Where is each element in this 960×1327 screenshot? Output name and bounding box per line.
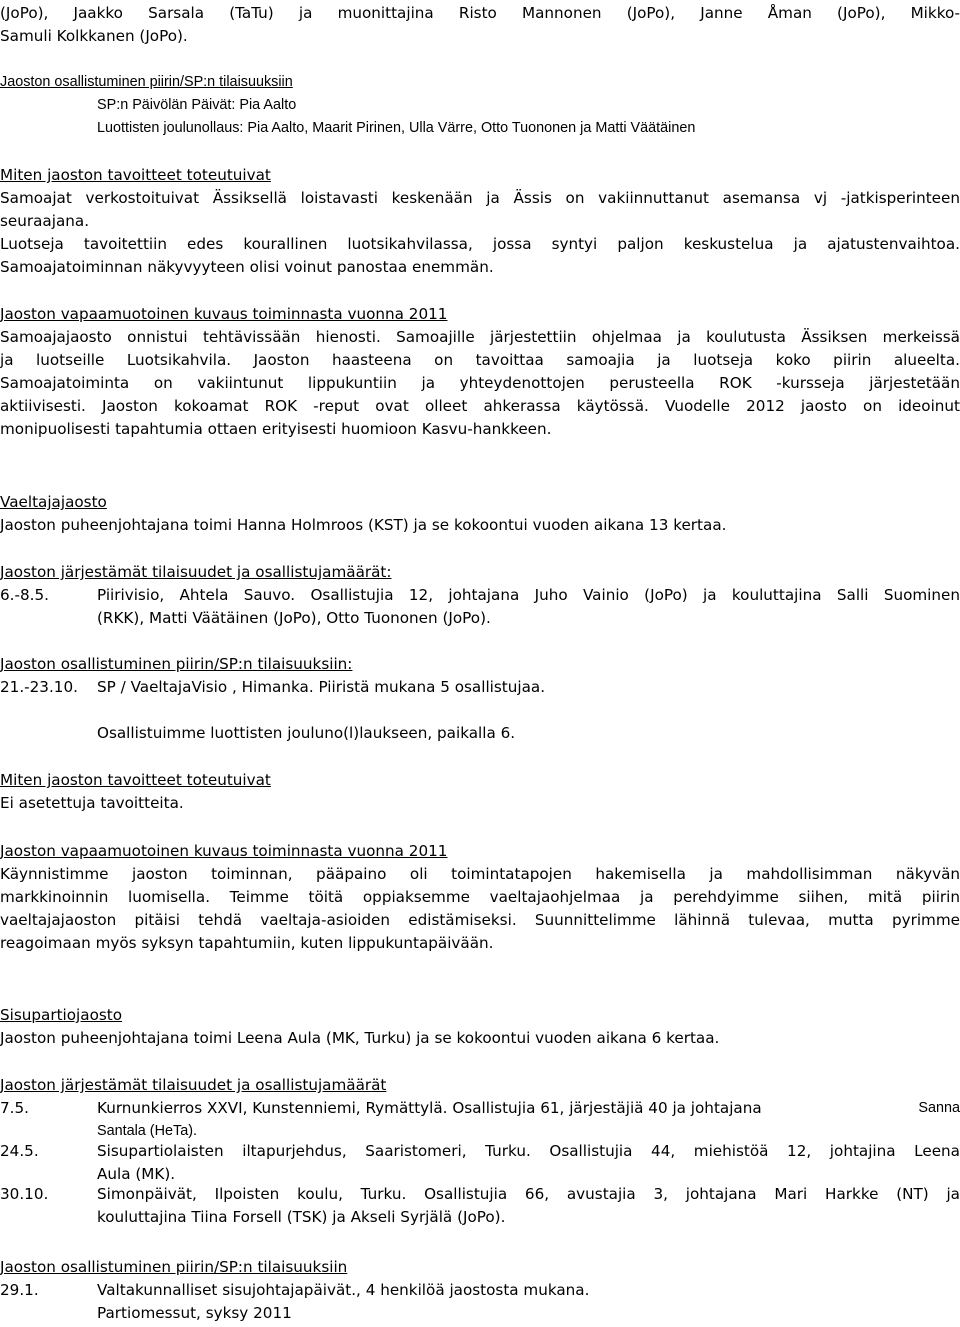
event-date: 24.5.	[0, 1142, 39, 1160]
event-description	[97, 584, 960, 630]
event-description	[97, 1097, 960, 1143]
event-row	[0, 584, 960, 630]
section-heading: Jaoston osallistuminen piirin/SP:n tilaisuuksiin:	[0, 655, 353, 673]
description-line: monipuolisesti tapahtumia ottaen erityisesti huomioon Kasvu-hankkeen.	[0, 420, 552, 438]
description-line: vaeltajajaoston pitäisi tehdä vaeltaja-asioiden edistämiseksi. Suunnittelimme lähinnä tulevaa, mutta pyrimme	[0, 911, 960, 929]
event-line: (RKK), Matti Väätäinen (JoPo), Otto Tuononen (JoPo).	[97, 609, 491, 627]
samoaja-goals-section	[0, 164, 960, 279]
event-description	[97, 1140, 960, 1186]
participation-row	[0, 1279, 960, 1325]
sisu-participation-heading	[0, 1256, 960, 1279]
event-row	[0, 1183, 960, 1229]
description-line: Samoajajaosto onnistui tehtävissään hienosti. Samoajille järjestettiin ohjelmaa ja koulutusta Ässiksen merkeissä	[0, 328, 960, 346]
participation-line: Partiomessut, syksy 2011	[97, 1304, 292, 1322]
description-line: reagoimaan myös syksyn tapahtumiin, kuten lippukuntapäivään.	[0, 934, 494, 952]
section-heading: Jaoston osallistuminen piirin/SP:n tilaisuuksiin	[0, 1258, 348, 1276]
section-heading: Jaoston osallistuminen piirin/SP:n tilaisuuksiin	[0, 74, 293, 90]
participation-line: SP:n Päivölän Päivät: Pia Aalto	[97, 97, 297, 113]
participation-extra	[0, 722, 960, 745]
participation-row	[0, 676, 960, 699]
section-heading: Miten jaoston tavoitteet toteutuivat	[0, 771, 271, 789]
chair-line: Jaoston puheenjohtajana toimi Leena Aula (MK, Turku) ja se kokoontui vuoden aikana 6 kertaa.	[0, 1029, 720, 1047]
event-line: Sisupartiolaisten iltapurjehdus, Saaristomeri, Turku. Osallistujia 44, miehistöä 12, johtajina Leena	[97, 1142, 960, 1160]
event-line: Piirivisio, Ahtela Sauvo. Osallistujia 12, johtajana Juho Vainio (JoPo) ja kouluttajina Salli Suominen	[97, 586, 960, 604]
description-line: Samoajatoiminta on vakiintunut lippukuntiin ja yhteydenottojen perusteella ROK -kursseja järjestetään	[0, 374, 960, 392]
event-line: Aula (MK).	[97, 1165, 176, 1183]
event-line	[97, 1097, 960, 1120]
event-line: Santala (HeTa).	[97, 1123, 197, 1139]
participation-line: Valtakunnalliset sisujohtajapäivät., 4 henkilöä jaostosta mukana.	[97, 1281, 590, 1299]
goals-line: Samoajat verkostoituivat Ässiksellä loistavasti keskenään ja Ässis on vakiinnuttanut asemansa vj -jatkisperinteen	[0, 189, 960, 207]
goals-line: Luotseja tavoitettiin edes kourallinen luotsikahvilassa, jossa syntyi paljon keskustelua ja ajatustenvaihtoa.	[0, 235, 960, 253]
sisu-header	[0, 1004, 960, 1050]
vaeltaja-events-heading	[0, 561, 960, 584]
event-line-tail: Sanna	[918, 1100, 960, 1116]
samoaja-participation-section	[0, 71, 960, 140]
vaeltaja-free-description	[0, 840, 960, 955]
samoaja-free-description	[0, 303, 960, 441]
section-title: Vaeltajajaosto	[0, 493, 107, 511]
chair-line: Jaoston puheenjohtajana toimi Hanna Holmroos (KST) ja se kokoontui vuoden aikana 13 kertaa.	[0, 516, 727, 534]
description-line: ja luotseille Luotsikahvila. Jaoston haasteena on tavoittaa samoajia ja luotseja koko piirin alueelta.	[0, 351, 960, 369]
vaeltaja-participation-heading	[0, 653, 960, 676]
participation-line: SP / VaeltajaVisio , Himanka. Piiristä mukana 5 osallistujaa.	[97, 678, 546, 696]
description-line: markkinoinnin luomisella. Teimme töitä oppiaksemme vaeltajaohjelmaa ja perehdyimme siihen, mitä piirin	[0, 888, 960, 906]
intro-line: (JoPo), Jaakko Sarsala (TaTu) ja muonittajina Risto Mannonen (JoPo), Janne Åman (JoPo), Mikko-	[0, 4, 960, 22]
intro-line: Samuli Kolkkanen (JoPo).	[0, 27, 188, 45]
event-line: kouluttajina Tiina Forsell (TSK) ja Akseli Syrjälä (JoPo).	[97, 1208, 506, 1226]
section-title: Sisupartiojaosto	[0, 1006, 123, 1024]
event-description	[97, 1183, 960, 1229]
participation-line: Luottisten joulunollaus: Pia Aalto, Maarit Pirinen, Ulla Värre, Otto Tuononen ja Matti Väätäinen	[97, 120, 696, 136]
sisu-events-heading	[0, 1074, 960, 1097]
event-date: 7.5.	[0, 1099, 29, 1117]
goals-line: seuraajana.	[0, 212, 90, 230]
participation-description	[97, 1279, 960, 1325]
event-row	[0, 1097, 960, 1143]
intro-paragraph	[0, 2, 960, 48]
section-heading: Jaoston järjestämät tilaisuudet ja osallistujamäärät:	[0, 563, 392, 581]
section-heading: Miten jaoston tavoitteet toteutuivat	[0, 166, 271, 184]
description-line: Käynnistimme jaoston toiminnan, pääpaino oli toimintatapojen hakemisella ja mahdollisimman näkyvän	[0, 865, 960, 883]
participation-date: 29.1.	[0, 1281, 39, 1299]
event-date: 6.-8.5.	[0, 586, 49, 604]
goals-line: Ei asetettuja tavoitteita.	[0, 794, 184, 812]
description-line: aktiivisesti. Jaoston kokoamat ROK -reput ovat olleet ahkerassa käytössä. Vuodelle 2012 jaosto on ideoinut	[0, 397, 960, 415]
section-heading: Jaoston vapaamuotoinen kuvaus toiminnasta vuonna 2011	[0, 842, 448, 860]
goals-line: Samoajatoiminnan näkyvyyteen olisi voinut panostaa enemmän.	[0, 258, 494, 276]
event-line-main: Kurnunkierros XXVI, Kunstenniemi, Rymättylä. Osallistujia 61, järjestäjiä 40 ja johtajana	[97, 1099, 762, 1117]
section-heading: Jaoston vapaamuotoinen kuvaus toiminnasta vuonna 2011	[0, 305, 448, 323]
section-heading: Jaoston järjestämät tilaisuudet ja osallistujamäärät	[0, 1076, 387, 1094]
participation-description	[97, 676, 960, 699]
event-date: 30.10.	[0, 1185, 49, 1203]
participation-line: Osallistuimme luottisten jouluno(l)laukseen, paikalla 6.	[97, 724, 516, 742]
vaeltaja-goals-section	[0, 769, 960, 815]
vaeltaja-header	[0, 491, 960, 537]
event-line: Simonpäivät, Ilpoisten koulu, Turku. Osallistujia 66, avustajia 3, johtajana Mari Harkke (NT) ja	[97, 1185, 960, 1203]
participation-date: 21.-23.10.	[0, 678, 78, 696]
event-row	[0, 1140, 960, 1186]
